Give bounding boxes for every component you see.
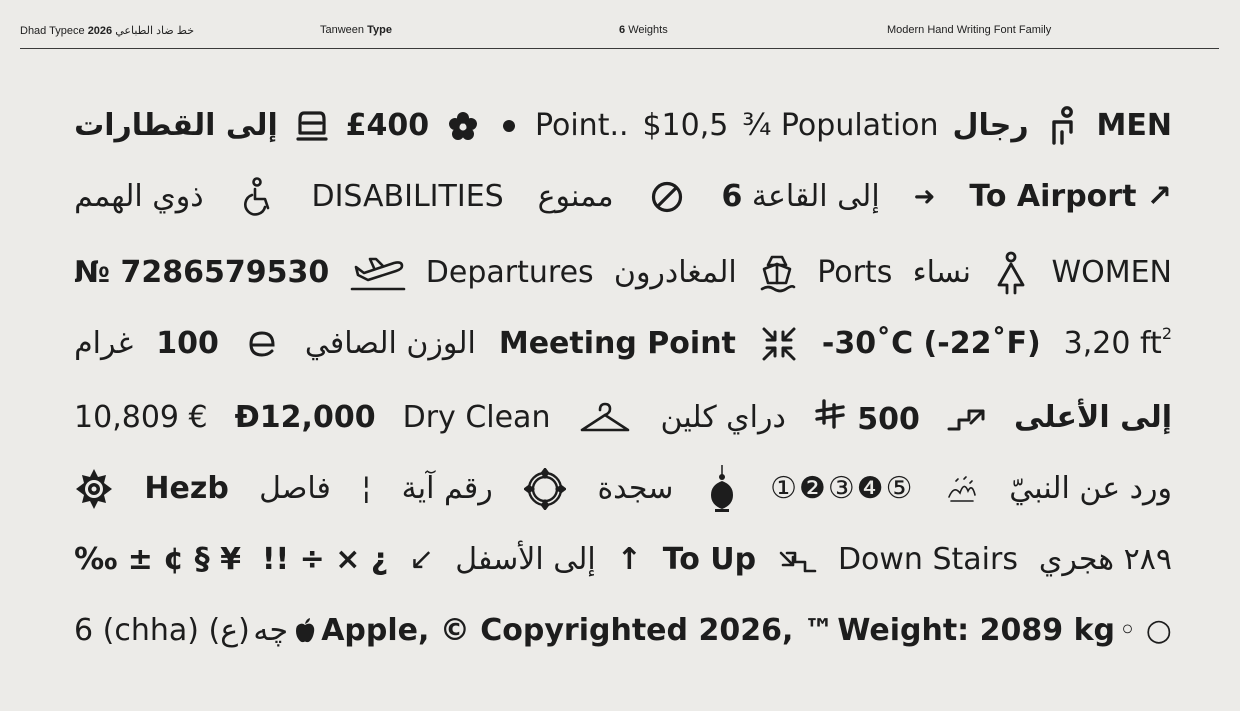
to-down-ar: إلى الأسفل bbox=[455, 542, 596, 577]
forbidden-ar: ممنوع bbox=[537, 179, 614, 214]
weights-label bbox=[619, 24, 668, 36]
to-trains-ar: إلى القطارات bbox=[74, 108, 278, 143]
weights-number: 6 bbox=[619, 24, 626, 36]
specimen-row-6 bbox=[74, 464, 1172, 514]
specimen-row-2 bbox=[74, 172, 1172, 222]
arrow-up-icon: ↑ bbox=[616, 542, 642, 577]
apple-logo-icon bbox=[292, 609, 318, 653]
weights-text: Weights bbox=[628, 24, 668, 36]
dry-clean-ar: دراي كلين bbox=[660, 400, 786, 435]
hall-number: 6 bbox=[721, 179, 743, 214]
separator-mark: ¦ bbox=[361, 471, 372, 506]
hezb-ornament-icon bbox=[74, 467, 114, 511]
specimen-row-7 bbox=[74, 535, 1172, 585]
to-hall-group bbox=[721, 172, 879, 222]
ship-icon bbox=[757, 251, 797, 295]
brand-label bbox=[20, 24, 194, 37]
euro-value: 10,809 € bbox=[74, 400, 208, 435]
net-weight-ar: الوزن الصافي bbox=[304, 326, 476, 361]
men-en: MEN bbox=[1096, 108, 1172, 143]
stairs-up-icon bbox=[947, 396, 987, 440]
temperature-text: -30˚C (-22˚F) bbox=[821, 326, 1041, 361]
to-up-text: To Up bbox=[662, 542, 757, 577]
hezb-text: Hezb bbox=[144, 471, 229, 506]
estimated-sign-icon bbox=[242, 322, 282, 366]
meeting-point-text: Meeting Point bbox=[498, 326, 736, 361]
train-icon bbox=[292, 104, 332, 148]
header bbox=[0, 0, 1240, 50]
women-en: WOMEN bbox=[1051, 255, 1172, 290]
women-ar: نساء bbox=[912, 255, 971, 290]
dirham-symbol: Đ bbox=[234, 400, 260, 435]
wheelchair-icon bbox=[238, 175, 278, 219]
specimen-row-4 bbox=[74, 319, 1172, 369]
arrow-right-icon: ➜ bbox=[913, 182, 936, 212]
circled-numbers: ①❷③❹⑤ bbox=[770, 471, 915, 506]
family-prefix: Tanween bbox=[320, 24, 365, 36]
area-superscript: 2 bbox=[1161, 324, 1172, 343]
area-value: 3,20 ft bbox=[1063, 326, 1162, 361]
weight-text: Weight: 2089 kg bbox=[837, 613, 1115, 648]
point-text: Point.. bbox=[534, 108, 629, 143]
chha-text: 6 (chha) (ع) bbox=[74, 613, 250, 648]
shekel-value: 500 bbox=[857, 401, 920, 437]
stairs-down-icon bbox=[777, 538, 817, 582]
hijri-ar: ٢٨٩ هجري bbox=[1038, 542, 1172, 577]
dollar-price: $10,5 bbox=[642, 108, 729, 143]
sajda-ar: سجدة bbox=[597, 471, 674, 506]
salawat-glyph-icon bbox=[945, 467, 979, 511]
to-hall-ar: إلى القاعة bbox=[751, 179, 880, 214]
women-icon bbox=[991, 251, 1031, 295]
serial-number: № 7286579530 bbox=[74, 255, 330, 290]
departures-text: Departures bbox=[425, 255, 594, 290]
family-label bbox=[320, 24, 392, 36]
verse-number-ar: رقم آية bbox=[401, 471, 493, 506]
description-text: Modern Hand Writing Font Family bbox=[887, 24, 1052, 36]
men-icon bbox=[1043, 104, 1083, 148]
dirham-value: 12,000 bbox=[259, 400, 376, 435]
area-group bbox=[1064, 319, 1172, 369]
disabilities-en: DISABILITIES bbox=[311, 179, 504, 214]
dirham-group bbox=[235, 393, 376, 443]
symbols-light: !! ÷ × ¿ bbox=[261, 542, 389, 577]
specimen-row-1 bbox=[74, 101, 1172, 151]
brand-year: 2026 bbox=[87, 25, 113, 37]
shekel-icon bbox=[813, 392, 847, 436]
down-stairs-text: Down Stairs bbox=[837, 542, 1018, 577]
symbols-bold: ‰ ± ¢ § ¥ bbox=[74, 542, 241, 577]
separator-ar: فاصل bbox=[259, 471, 331, 506]
departing-ar: المغادرون bbox=[613, 255, 737, 290]
specimen-row-3 bbox=[74, 248, 1172, 298]
specimen-row-8 bbox=[74, 606, 1172, 656]
bullet-dot-icon bbox=[497, 104, 521, 148]
specimen-row-5 bbox=[74, 393, 1172, 443]
population-text: ¾ Population bbox=[742, 108, 939, 143]
brand-prefix: Dhad Typece bbox=[20, 25, 85, 37]
flower-icon bbox=[443, 104, 483, 148]
apple-text: Apple, © Copyrighted 2026, ™ bbox=[321, 613, 834, 648]
to-airport: To Airport ↗ bbox=[969, 179, 1172, 214]
no-entry-icon bbox=[647, 175, 687, 219]
arrow-down-left-icon: ↙ bbox=[409, 542, 435, 577]
up-ar: إلى الأعلى bbox=[1013, 400, 1172, 435]
ports-text: Ports bbox=[817, 255, 893, 290]
disabilities-ar: ذوي الهمم bbox=[74, 179, 204, 214]
shekel-group bbox=[813, 392, 920, 445]
men-ar: رجال bbox=[952, 108, 1029, 143]
chha-ar: چه bbox=[253, 613, 289, 648]
dry-clean-text: Dry Clean bbox=[402, 400, 551, 435]
brand-arabic: خط ضاد الطباعي bbox=[115, 25, 195, 37]
plane-takeoff-icon bbox=[350, 251, 406, 295]
pound-price: £400 bbox=[345, 108, 430, 143]
grams-number: 100 bbox=[156, 326, 219, 361]
verse-end-ornament-icon bbox=[523, 467, 567, 511]
prophet-ar: ورد عن النبيّ bbox=[1009, 471, 1172, 506]
header-divider bbox=[20, 48, 1219, 49]
family-suffix: Type bbox=[367, 24, 392, 36]
grams-ar: غرام bbox=[74, 326, 134, 361]
sajda-mark-icon bbox=[704, 467, 740, 511]
description-label bbox=[887, 24, 1051, 36]
meeting-point-icon bbox=[759, 322, 799, 366]
weight-dots: ◦ ○ bbox=[1118, 613, 1172, 648]
hanger-icon bbox=[577, 396, 633, 440]
